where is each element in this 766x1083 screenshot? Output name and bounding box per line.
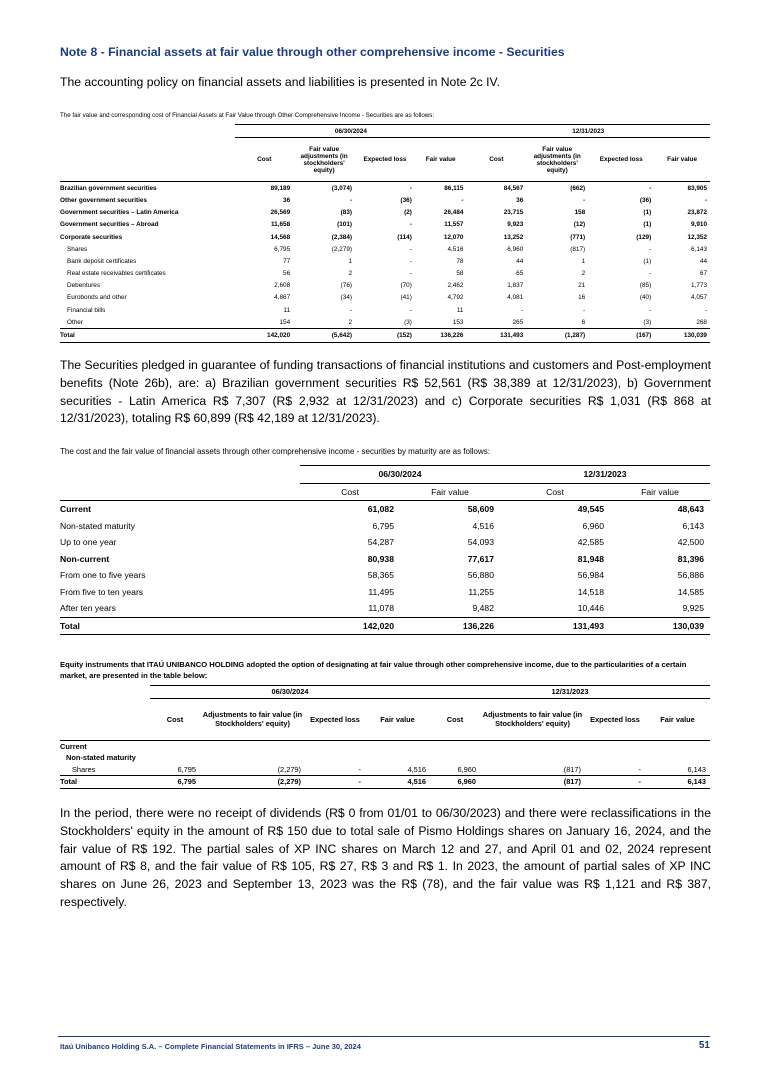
cell: 11,495 <box>368 586 394 597</box>
cell: 12,352 <box>687 233 707 241</box>
cell: 130,039 <box>654 329 710 342</box>
fair-value-table <box>60 124 710 343</box>
row-label: Total <box>60 617 300 635</box>
cell: 6,960 <box>457 764 476 774</box>
cell: 81,396 <box>677 553 704 564</box>
cell: (817) <box>570 245 586 253</box>
cell: 130,039 <box>610 617 710 635</box>
col-header: Fair value adjustments (in stockholders' equity) <box>533 145 581 174</box>
table-row <box>60 567 710 584</box>
cell: 4,516 <box>447 245 464 253</box>
col-header: Expected loss <box>585 698 645 740</box>
cell: (76) <box>340 282 353 290</box>
cell: (662) <box>526 182 588 195</box>
maturity-table <box>60 465 710 635</box>
cell: 6,143 <box>691 245 707 253</box>
cell: (2) <box>404 209 412 217</box>
cell: (12) <box>573 221 586 229</box>
cell: (85) <box>639 282 652 290</box>
cell: 11 <box>456 306 464 314</box>
cell: 268 <box>696 318 707 326</box>
cell: 54,093 <box>467 537 494 548</box>
cell: (771) <box>570 233 586 241</box>
table-row <box>60 551 710 568</box>
cell: - <box>409 257 412 265</box>
cell: - <box>409 221 412 229</box>
cell: 6,795 <box>177 764 196 774</box>
cell: 2 <box>581 270 586 278</box>
cell: (70) <box>400 282 412 290</box>
footer-rule <box>58 1036 710 1037</box>
cell: (3) <box>404 318 412 326</box>
row-label: Other government securities <box>60 196 148 204</box>
table-row <box>60 219 710 231</box>
row-label: Government securities – Latin America <box>60 209 179 217</box>
cell: 142,020 <box>300 617 400 635</box>
cell: (40) <box>639 294 652 302</box>
cell: 49,545 <box>577 504 604 515</box>
cell: (36) <box>400 196 412 204</box>
col-header: Fair value <box>425 156 456 164</box>
row-label: Bank deposit certificates <box>67 257 137 265</box>
cell: 6 <box>581 318 586 326</box>
cell: - <box>355 182 415 195</box>
cell: 42,500 <box>677 537 704 548</box>
row-label: Eurobonds and other <box>67 294 127 302</box>
cell: 6,143 <box>645 776 710 789</box>
cell: 2,608 <box>274 282 291 290</box>
cell: 6,143 <box>682 520 704 531</box>
cell: (2,279) <box>200 776 305 789</box>
cell: 154 <box>279 318 291 326</box>
cell: - <box>461 196 464 204</box>
cell: - <box>409 245 412 253</box>
col-header: Adjustments to fair value (in Stockholders' equity) <box>200 698 305 740</box>
cell: (114) <box>397 233 412 241</box>
cell: 36 <box>283 196 291 204</box>
cell: 1 <box>581 257 586 265</box>
total-row <box>60 776 710 789</box>
cell: - <box>704 196 707 204</box>
table-row <box>60 231 710 243</box>
table-row <box>60 194 710 206</box>
col-header: Fair value <box>645 698 710 740</box>
row-label: From five to ten years <box>60 586 144 597</box>
cell: 6,960 <box>582 520 604 531</box>
row-label: Financial bills <box>67 306 106 314</box>
cell: 14,518 <box>577 586 604 597</box>
cell: 4,867 <box>274 294 291 302</box>
cell: 67 <box>699 270 707 278</box>
cell: 9,923 <box>507 221 524 229</box>
table-row <box>60 182 710 195</box>
table-row <box>60 243 710 255</box>
cell: - <box>649 270 652 278</box>
table-row <box>60 207 710 219</box>
cell: - <box>583 306 586 314</box>
cell: 81,948 <box>577 553 604 564</box>
cell: 11,078 <box>368 603 394 614</box>
col-header: Fair value <box>400 483 500 501</box>
row-label: From one to five years <box>60 570 146 581</box>
cell: 48,643 <box>677 504 704 515</box>
cell: 26,569 <box>270 209 291 217</box>
cell: - <box>358 764 361 774</box>
cell: (1) <box>643 209 652 217</box>
cell: 58,365 <box>367 570 394 581</box>
cell: 9,482 <box>472 603 494 614</box>
row-label: Brazilian government securities <box>60 182 235 195</box>
cell: 11,255 <box>468 586 494 597</box>
table-row <box>60 292 710 304</box>
row-label: Up to one year <box>60 537 117 548</box>
table-row <box>60 280 710 292</box>
cell: 54,287 <box>367 537 394 548</box>
table-row <box>60 316 710 329</box>
cell: 4,516 <box>365 776 430 789</box>
cell: 1 <box>348 257 353 265</box>
closing-paragraph: In the period, there were no receipt of dividends (R$ 0 from 01/01 to 06/30/2023) and there were reclassifications in the Stockholders' equity in the amount of R$ 150 due to total sale of Pismo Holdings shares on January 16, 2024, and the fair value of R$ 192. The partial sales of XP INC shares on March 12 and 27, and April 01 and 02, 2024 represent amount of R$ 8, and the fair value of R$ 105, R$ 27, R$ 3 and R$ 1. In 2023, the amount of partial sales of XP INC shares on June 26, 2023 and September 13, 2023 was the R$ (78), and the fair value was R$ 1,121 and R$ 387, respectively. <box>60 806 711 909</box>
col-header: Cost <box>500 483 610 501</box>
cell: - <box>638 764 641 774</box>
table-row <box>60 584 710 601</box>
cell: - <box>409 270 412 278</box>
cell: 16 <box>578 294 586 302</box>
row-label: Other <box>67 318 83 326</box>
cell: (41) <box>400 294 412 302</box>
cell: - <box>649 245 652 253</box>
cell: 61,082 <box>367 504 394 515</box>
page-number: 51 <box>698 1040 710 1051</box>
cell: 6,795 <box>274 245 291 253</box>
col-header: Cost <box>150 698 200 740</box>
cell: (3) <box>643 318 652 326</box>
cell: 56,880 <box>467 570 494 581</box>
cell: 23,715 <box>503 209 524 217</box>
row-label: Government securities – Abroad <box>60 221 159 229</box>
cell: 4,516 <box>407 764 426 774</box>
cell: 136,226 <box>415 329 467 342</box>
col-header: Expected loss <box>305 698 365 740</box>
cell: 2 <box>348 318 353 326</box>
cell: - <box>588 182 654 195</box>
cell: - <box>521 306 524 314</box>
cell: - <box>409 306 412 314</box>
col-header: Expected loss <box>363 156 407 164</box>
cell: (3,074) <box>293 182 355 195</box>
cell: (36) <box>639 196 652 204</box>
cell: (167) <box>588 329 654 342</box>
cell: (129) <box>636 233 652 241</box>
cell: 6,143 <box>687 764 706 774</box>
col-header: Adjustments to fair value (in Stockholders' equity) <box>480 698 585 740</box>
period-header: 12/31/2023 <box>430 686 710 699</box>
col-header: Cost <box>489 156 504 164</box>
cell: - <box>349 306 353 314</box>
cell: 2,462 <box>447 282 464 290</box>
row-label: Corporate securities <box>60 233 123 241</box>
total-row <box>60 617 710 635</box>
col-header: Cost <box>430 698 480 740</box>
cell: 26,484 <box>443 209 464 217</box>
cell: 14,585 <box>677 586 704 597</box>
cell: 153 <box>452 318 464 326</box>
period-header: 12/31/2023 <box>466 125 710 138</box>
cell: 65 <box>516 270 524 278</box>
cell: 89,189 <box>235 182 293 195</box>
cell: 1,837 <box>507 282 524 290</box>
cell: - <box>583 196 586 204</box>
cell: (1,287) <box>526 329 588 342</box>
cell: 9,925 <box>682 603 704 614</box>
cell: 12,070 <box>443 233 464 241</box>
cell: 1,773 <box>691 282 707 290</box>
cell: - <box>349 196 353 204</box>
cell: 77,617 <box>467 553 494 564</box>
table-row <box>60 501 710 518</box>
cell: - <box>649 306 652 314</box>
equity-instruments-table <box>60 685 710 789</box>
cell: 6,795 <box>150 776 200 789</box>
period-header: 06/30/2024 <box>235 125 466 138</box>
row-label: Shares <box>67 245 88 253</box>
row-label: Current <box>60 504 92 515</box>
period-header: 12/31/2023 <box>500 466 710 484</box>
cell: 10,446 <box>577 603 604 614</box>
cell: (817) <box>480 776 585 789</box>
cell: 56 <box>283 270 291 278</box>
cell: 23,872 <box>687 209 707 217</box>
cell: 142,020 <box>235 329 293 342</box>
cell: 6,960 <box>430 776 480 789</box>
cell: 86,115 <box>415 182 467 195</box>
cell: 58,609 <box>467 504 494 515</box>
cell: 265 <box>512 318 524 326</box>
table1-intro: The fair value and corresponding cost of Financial Assets at Fair Value through Other Comprehensive Income - Securities are as follows: <box>60 112 435 119</box>
total-row <box>60 329 710 342</box>
cell: (1) <box>643 221 652 229</box>
col-header: Cost <box>300 483 400 501</box>
cell: 84,567 <box>466 182 526 195</box>
period-header: 06/30/2024 <box>150 686 430 699</box>
note-heading: Note 8 - Financial assets at fair value through other comprehensive income - Securities <box>60 45 565 59</box>
cell: 11 <box>283 306 291 314</box>
cell: 56,886 <box>677 570 704 581</box>
row-label: Debentures <box>67 282 101 290</box>
cell: 13,252 <box>503 233 524 241</box>
row-label: Shares <box>72 764 96 774</box>
cell: (1) <box>643 257 652 265</box>
cell: 42,585 <box>577 537 604 548</box>
cell: 56,984 <box>577 570 604 581</box>
row-label: After ten years <box>60 603 116 614</box>
cell: (2,279) <box>277 764 301 774</box>
period-header: 06/30/2024 <box>300 466 500 484</box>
cell: 11,658 <box>270 221 291 229</box>
table-row <box>60 255 710 267</box>
cell: 83,905 <box>654 182 710 195</box>
cell: 9,910 <box>691 221 707 229</box>
table-row <box>60 764 710 776</box>
table-row <box>60 534 710 551</box>
cell: 4,081 <box>507 294 524 302</box>
cell: - <box>585 776 645 789</box>
cell: 44 <box>699 257 707 265</box>
col-header: Fair value adjustments (in stockholders' equity) <box>300 145 348 174</box>
col-header: Fair value <box>667 156 698 164</box>
row-label: Non-current <box>60 553 110 564</box>
table-row <box>60 304 710 316</box>
cell: 6,960 <box>507 245 524 253</box>
cell: 158 <box>574 209 586 217</box>
cell: - <box>704 306 707 314</box>
col-header: Fair value <box>610 483 710 501</box>
cell: 36 <box>516 196 524 204</box>
cell: 136,226 <box>400 617 500 635</box>
cell: (2,279) <box>331 245 353 253</box>
cell: 11,557 <box>444 221 464 229</box>
col-header: Fair value <box>365 698 430 740</box>
cell: 21 <box>578 282 586 290</box>
cell: 131,493 <box>500 617 610 635</box>
section-label: Current <box>60 741 87 751</box>
row-label: Total <box>60 329 235 342</box>
footer-text: Itaú Unibanco Holding S.A. – Complete Financial Statements in IFRS – June 30, 2024 <box>60 1042 361 1051</box>
col-header: Cost <box>257 156 272 164</box>
cell: 4,516 <box>472 520 494 531</box>
table3-intro: Equity instruments that ITAÚ UNIBANCO HOLDING adopted the option of designating at fair value through other comprehensive income, due to the particularities of a certain market, are presented in the table below: <box>60 660 687 680</box>
col-header: Expected loss <box>599 156 643 164</box>
intro-text: The accounting policy on financial assets and liabilities is presented in Note 2c IV. <box>60 75 500 89</box>
cell: (152) <box>355 329 415 342</box>
cell: 58 <box>456 270 464 278</box>
row-label: Non-stated maturity <box>60 520 135 531</box>
cell: (2,384) <box>331 233 353 241</box>
table-row <box>60 600 710 617</box>
cell: 78 <box>456 257 464 265</box>
cell: 14,568 <box>270 233 291 241</box>
cell: 2 <box>348 270 353 278</box>
section-label: Non-stated maturity <box>66 753 136 763</box>
cell: - <box>305 776 365 789</box>
cell: 77 <box>283 257 291 265</box>
cell: (34) <box>340 294 353 302</box>
table-row <box>60 268 710 280</box>
cell: 4,057 <box>691 294 707 302</box>
row-label: Real estate receivables certificates <box>67 270 166 278</box>
table-row <box>60 518 710 535</box>
cell: (101) <box>337 221 353 229</box>
cell: 6,795 <box>372 520 394 531</box>
table2-intro: The cost and the fair value of financial assets through other comprehensive income - securities by maturity are as follows: <box>60 447 490 456</box>
cell: 80,938 <box>367 553 394 564</box>
cell: 4,792 <box>447 294 464 302</box>
row-label: Total <box>60 776 150 789</box>
cell: (817) <box>563 764 581 774</box>
pledged-paragraph: The Securities pledged in guarantee of funding transactions of financial institutions and customers and Post-employment benefits (Note 26b), are: a) Brazilian government securities R$ 52,561 (R$ 38,389 at 12/31/2023), b) Government securities - Latin America R$ 7,307 (R$ 2,932 at 12/31/2023) and c) Corporate securities R$ 1,031 (R$ 868 at 12/31/2023), totaling R$ 60,899 (R$ 42,189 at 12/31/2023). <box>60 358 711 426</box>
cell: 44 <box>516 257 524 265</box>
cell: (83) <box>340 209 353 217</box>
cell: 131,493 <box>466 329 526 342</box>
cell: (5,642) <box>293 329 355 342</box>
